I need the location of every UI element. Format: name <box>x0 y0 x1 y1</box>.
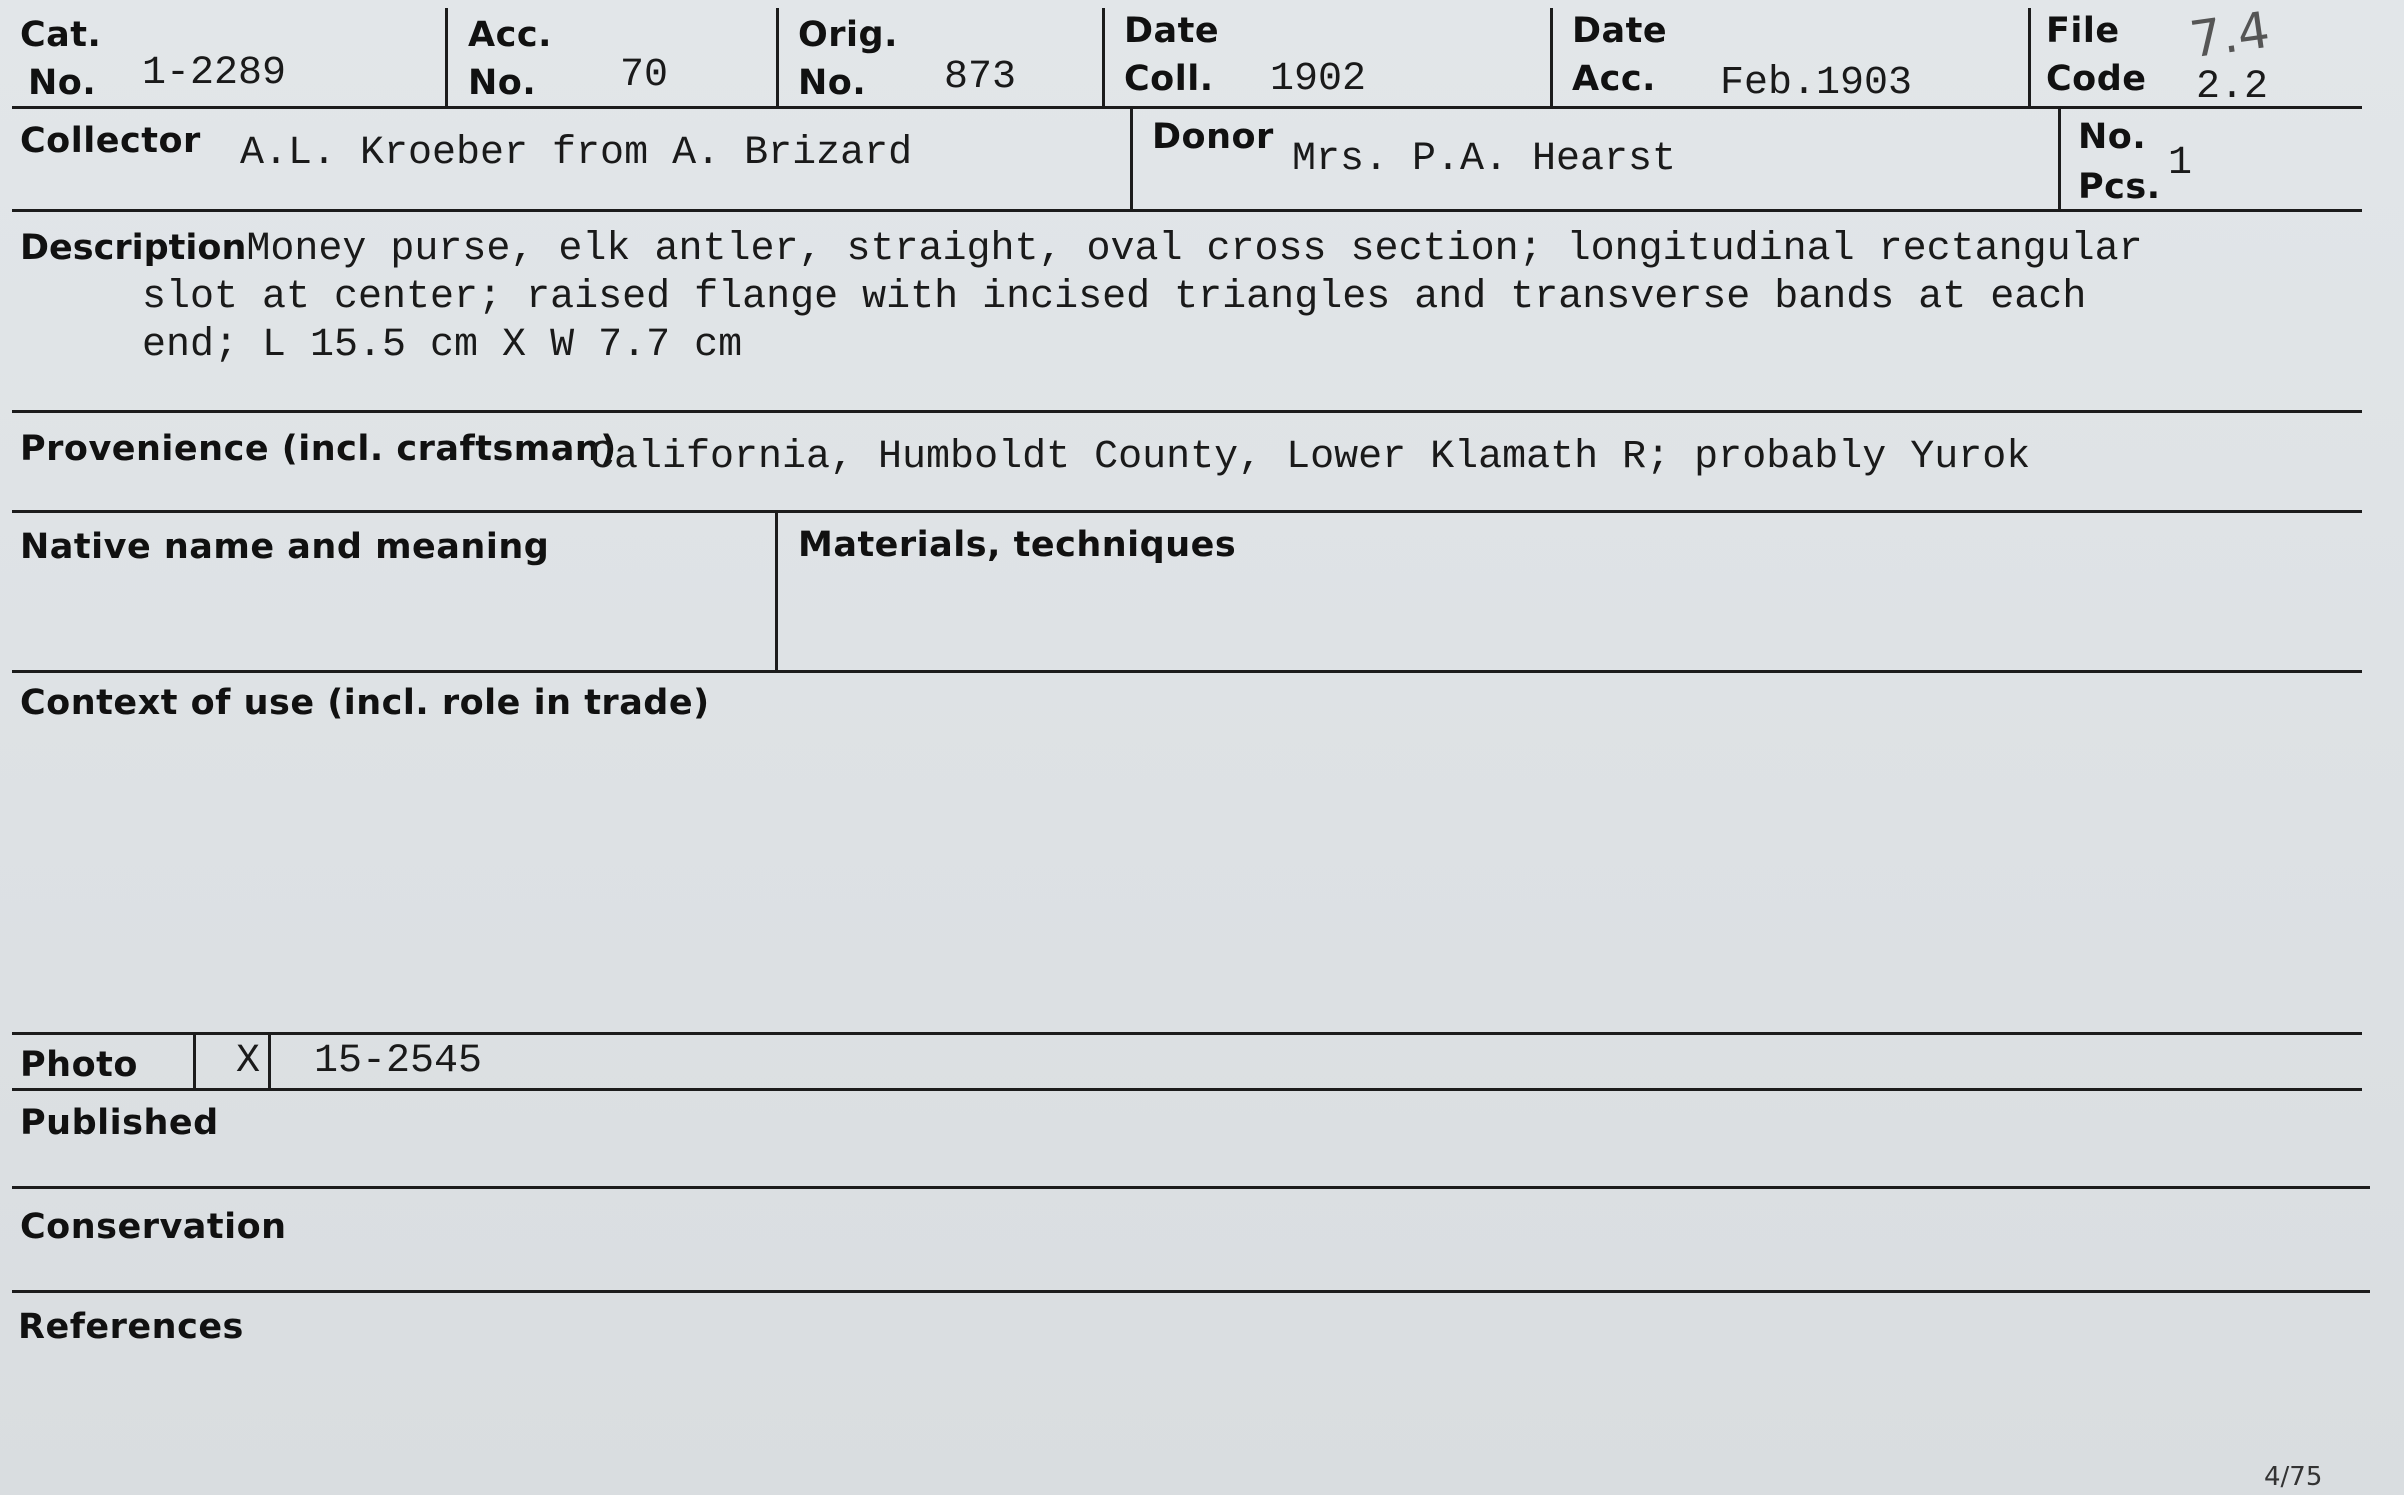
rule-datecoll-dateacc <box>1550 8 1553 108</box>
rule-description-bottom <box>12 410 2362 413</box>
date-coll-label-top: Date <box>1124 11 1220 51</box>
references-label: References <box>18 1307 244 1347</box>
rule-collector-bottom <box>12 209 2362 212</box>
rule-native-materials <box>775 512 778 672</box>
collector-label: Collector <box>20 121 201 161</box>
rule-published-bottom <box>12 1186 2370 1189</box>
rule-conservation-bottom <box>12 1290 2370 1293</box>
pieces-label-bottom: Pcs. <box>2078 167 2161 207</box>
cat-label-bottom: No. <box>28 63 97 103</box>
rule-cat-acc <box>445 8 448 108</box>
date-acc: Feb.1903 <box>1720 61 1913 106</box>
cat-label-top: Cat. <box>20 15 102 55</box>
cat-no: 1-2289 <box>142 51 287 96</box>
description-line-1 <box>20 224 2270 274</box>
donor-value: Mrs. P.A. Hearst <box>1292 137 1677 182</box>
rule-native-bottom <box>12 670 2362 673</box>
form-code: 4/75 <box>2264 1462 2323 1492</box>
published-label: Published <box>20 1103 219 1143</box>
rule-donor-pieces <box>2058 108 2061 211</box>
rule-dateacc-file <box>2028 8 2031 108</box>
rule-provenience-bottom <box>12 510 2362 513</box>
donor-label: Donor <box>1152 117 1274 157</box>
conservation-label: Conservation <box>20 1207 287 1247</box>
provenience-label: Provenience (incl. craftsman) <box>20 429 617 469</box>
pieces-value: 1 <box>2168 141 2193 186</box>
materials-label: Materials, techniques <box>798 525 1237 565</box>
photo-number: 15-2545 <box>314 1039 483 1084</box>
rule-photo-bottom <box>12 1088 2362 1091</box>
rule-photo-check-left <box>193 1034 196 1090</box>
date-acc-label-bottom: Acc. <box>1572 59 1656 99</box>
description-text-1: Money purse, elk antler, straight, oval cross section; longitudinal rectangular <box>246 227 2143 272</box>
rule-orig-datecoll <box>1102 8 1105 108</box>
context-label: Context of use (incl. role in trade) <box>20 683 710 723</box>
rule-context-bottom <box>12 1032 2362 1035</box>
photo-label: Photo <box>20 1045 138 1085</box>
description-label: Description <box>20 228 247 268</box>
date-coll: 1902 <box>1270 57 1367 102</box>
rule-header-bottom <box>12 106 2362 109</box>
rule-collector-donor <box>1130 108 1133 211</box>
orig-label-top: Orig. <box>798 15 898 55</box>
description-line-3: end; L 15.5 cm X W 7.7 cm <box>142 323 743 368</box>
rule-photo-check-right <box>268 1034 271 1090</box>
description-block <box>20 224 2270 370</box>
orig-label-bottom: No. <box>798 63 867 103</box>
provenience-value: California, Humboldt County, Lower Klamath R; probably Yurok <box>590 435 2031 480</box>
date-coll-label-bottom: Coll. <box>1124 59 1214 99</box>
collector-value: A.L. Kroeber from A. Brizard <box>240 131 913 176</box>
file-code-label-bottom: Code <box>2046 59 2147 99</box>
photo-check: X <box>236 1039 261 1084</box>
orig-no: 873 <box>944 55 1017 100</box>
acc-label-bottom: No. <box>468 63 537 103</box>
acc-label-top: Acc. <box>468 15 552 55</box>
native-name-label: Native name and meaning <box>20 527 550 567</box>
rule-acc-orig <box>776 8 779 108</box>
file-code: 2.2 <box>2196 65 2269 110</box>
file-code-label-top: File <box>2046 11 2120 51</box>
pieces-label-top: No. <box>2078 117 2147 157</box>
date-acc-label-top: Date <box>1572 11 1668 51</box>
acc-no: 70 <box>620 53 669 98</box>
description-line-2: slot at center; raised flange with incised triangles and transverse bands at each <box>142 275 2087 320</box>
handwritten-mark: 7.4 <box>2186 0 2274 70</box>
